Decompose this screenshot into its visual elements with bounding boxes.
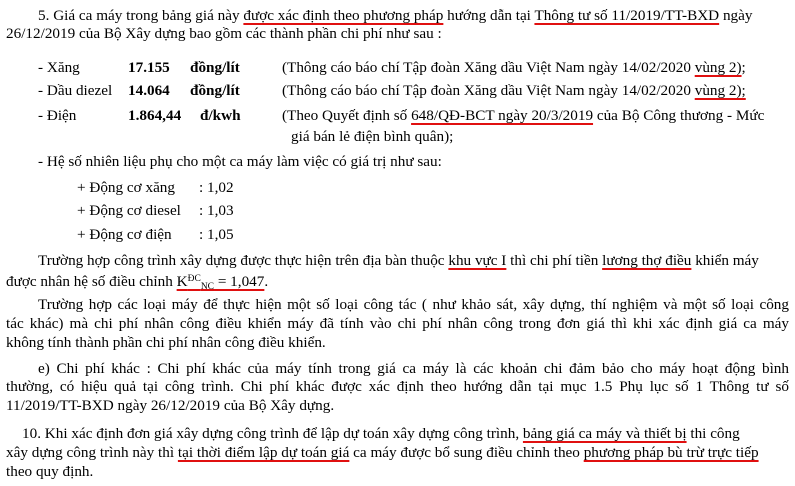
underlined-wage: lương thợ điều (602, 252, 692, 269)
coef-value-diesel: : 1,03 (199, 202, 234, 219)
power-note: (Theo Quyết định số 648/QĐ-BCT ngày 20/3/2019 của Bộ Công thương - Mức (282, 107, 765, 124)
underlined-region: khu vực I (448, 252, 507, 269)
underlined-circular: Thông tư số 11/2019/TT-BXD (534, 7, 720, 24)
underlined-decision: 648/QĐ-BCT ngày 20/3/2019 (411, 107, 594, 124)
other-case-line-1: Trường hợp các loại máy để thực hiện một số loại công tác ( như khảo sát, xây dựng, thí nghiệm và một số loại công (38, 296, 789, 313)
coef-value-electric: : 1,05 (199, 226, 234, 243)
power-unit: đ/kwh (200, 107, 241, 124)
coef-value-petrol: : 1,02 (199, 179, 234, 196)
power-label: - Điện (38, 107, 77, 124)
fuel-unit-diesel: đồng/lít (190, 82, 240, 99)
coef-title: - Hệ số nhiên liệu phụ cho một ca máy làm việc có giá trị như sau: (38, 153, 442, 170)
para-5-line-1: 5. Giá ca máy trong bảng giá này được xác định theo phương pháp hướng dẫn tại Thông tư số 11/2019/TT-BXD ngày (38, 7, 753, 24)
fuel-label-diesel: - Dầu diezel (38, 82, 113, 99)
fuel-note-petrol: (Thông cáo báo chí Tập đoàn Xăng dầu Việt Nam ngày 14/02/2020 vùng 2); (282, 59, 746, 76)
region-line-2: được nhân hệ số điều chỉnh $K^{ĐC}NC = 1,047$. (6, 273, 269, 292)
para-e-line-2: thường, có hiệu quả tại công trình. Chi phí khác được xác định theo hướng dẫn tại mục 1.5 Phụ lục số 1 Thông tư số (6, 378, 789, 395)
para-e-line-3: 11/2019/TT-BXD ngày 26/12/2019 của Bộ Xây dựng. (6, 397, 335, 414)
region-line-1: Trường hợp công trình xây dựng được thực hiện trên địa bàn thuộc khu vực I thì chi phí tiền lương thợ điều khiển máy (38, 252, 759, 269)
fuel-value-diesel: 14.064 (128, 82, 170, 99)
para-5-line-2: 26/12/2019 của Bộ Xây dựng bao gồm các thành phần chi phí như sau : (6, 25, 442, 42)
fuel-value-petrol: 17.155 (128, 59, 170, 76)
power-note-line-2: giá bán lẻ điện bình quân); (291, 128, 454, 145)
fuel-note-diesel: (Thông cáo báo chí Tập đoàn Xăng dầu Việt Nam ngày 14/02/2020 vùng 2); (282, 82, 746, 99)
para-10-line-2: xây dựng công trình này thì tại thời điểm lập dự toán giá ca máy được bổ sung điều chỉnh theo phương pháp bù trừ trực tiếp (6, 444, 759, 461)
fuel-unit-petrol: đồng/lít (190, 59, 240, 76)
other-case-line-3: không tính thành phần chi phí nhân công điều khiển. (6, 334, 326, 351)
other-case-line-2: tác khác) mà chi phí nhân công điều khiển máy đã tính vào chi phí nhân công trong đơn giá thì khi xác định giá ca máy (6, 315, 789, 332)
coef-label-diesel: + Động cơ diesel (77, 202, 181, 219)
para-10-line-3: theo quy định. (6, 463, 94, 480)
fuel-label-petrol: - Xăng (38, 59, 80, 76)
coef-label-electric: + Động cơ điện (77, 226, 172, 243)
underlined-method: được xác định theo phương pháp (243, 7, 444, 24)
underlined-timepoint: tại thời điểm lập dự toán giá (177, 444, 350, 461)
underlined-price-table: bảng giá ca máy và thiết bị (522, 425, 687, 442)
para-10-line-1: 10. Khi xác định đơn giá xây dựng công trình để lập dự toán xây dựng công trình, bảng giá ca máy và thiết bị thi công (22, 425, 740, 442)
adjustment-coefficient: $K^{ĐC}NC = 1,047$ (176, 273, 265, 292)
coef-label-petrol: + Động cơ xăng (77, 179, 175, 196)
underlined-offset-method: phương pháp bù trừ trực tiếp (583, 444, 759, 461)
power-value: 1.864,44 (128, 107, 182, 124)
para-e-line-1: e) Chi phí khác : Chi phí khác của máy tính trong giá ca máy là các khoản chi đảm bảo cho máy hoạt động bình (38, 360, 789, 377)
